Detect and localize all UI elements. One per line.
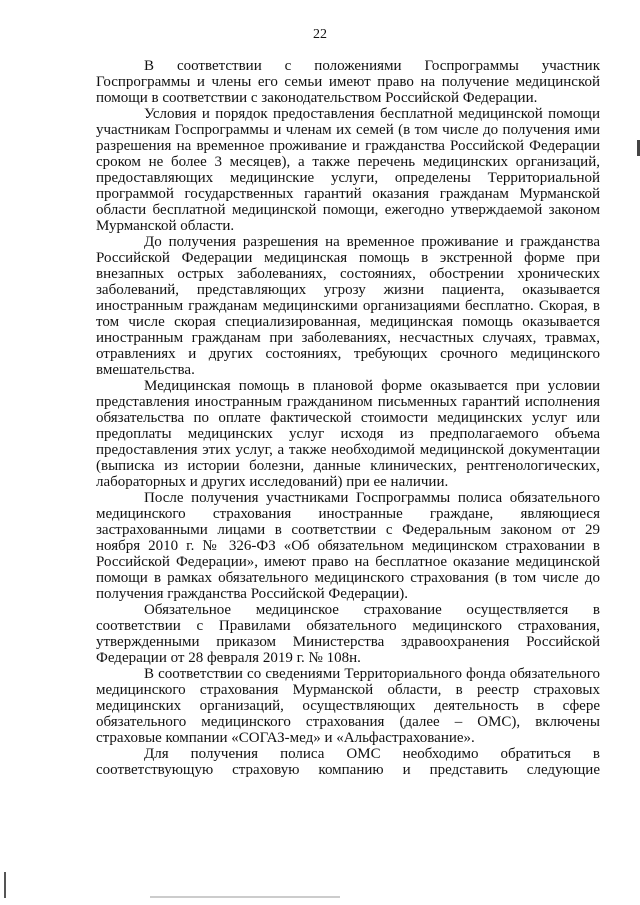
- page-number: 22: [313, 27, 327, 42]
- paragraph-insurance-rules: Обязательное медицинское страхование осуществляется в соответствии с Правилами обязательного медицинского страхования, утвержденными приказом Министерства здравоохранения Российской Федерации от 28 февраля 2019 г. № 108н.: [96, 602, 600, 666]
- paragraph-insurance-companies: В соответствии со сведениями Территориального фонда обязательного медицинского страхования Мурманской области, в реестр страховых медицинских организаций, осуществляющих деятельность в сфере обязательного медицинского страхования (далее – ОМС), включены страховые компании «СОГАЗ-мед» и «Альфастрахование».: [96, 666, 600, 746]
- paragraph-planned-care: Медицинская помощь в плановой форме оказывается при условии представления иностранным гражданином письменных гарантий исполнения обязательства по оплате фактической стоимости медицинских услуг или предоплаты медицинских услуг исходя из предполагаемого объема предоставления этих услуг, а также необходимой медицинской документации (выписка из истории болезни, данные клинических, рентгенологических, лабораторных и других исследований) при ее наличии.: [96, 378, 600, 490]
- paragraph-insurance-policy: После получения участниками Госпрограммы полиса обязательного медицинского страхования иностранные граждане, являющиеся застрахованными лицами в соответствии с Федеральным законом от 29 ноября 2010 г. № 326-ФЗ «Об обязательном медицинском страховании в Российской Федерации», имеют право на бесплатное оказание медицинской помощи в рамках обязательного медицинского страхования (в том числе до получения гражданства Российской Федерации).: [96, 490, 600, 602]
- footer-scan-line: [150, 896, 340, 898]
- paragraph-emergency-care: До получения разрешения на временное проживание и гражданства Российской Федерации медицинская помощь в экстренной форме при внезапных острых заболеваниях, состояниях, обострении хронических заболеваний, представляющих угрозу жизни пациента, оказывается иностранным гражданам медицинскими организациями бесплатно. Скорая, в том числе скорая специализированная, медицинская помощь оказывается иностранным гражданам при заболеваниях, несчастных случаях, травмах, отравлениях и других состояниях, требующих срочного медицинского вмешательства.: [96, 234, 600, 378]
- paragraph-conditions: Условия и порядок предоставления бесплатной медицинской помощи участникам Госпрограммы и членам их семей (в том числе до получения ими разрешения на временное проживание и гражданства Российской Федерации сроком не более 3 месяцев), а также перечень медицинских организаций, предоставляющих медицинские услуги, определены Территориальной программой государственных гарантий оказания гражданам Мурманской области бесплатной медицинской помощи, ежегодно утверждаемой законом Мурманской области.: [96, 106, 600, 234]
- scan-edge-mark: [4, 872, 6, 898]
- document-body: [96, 58, 600, 778]
- paragraph-program-rights: В соответствии с положениями Госпрограммы участник Госпрограммы и члены его семьи имеют право на получение медицинской помощи в соответствии с законодательством Российской Федерации.: [96, 58, 600, 106]
- paragraph-obtaining-policy: Для получения полиса ОМС необходимо обратиться в соответствующую страховую компанию и представить следующие: [96, 746, 600, 778]
